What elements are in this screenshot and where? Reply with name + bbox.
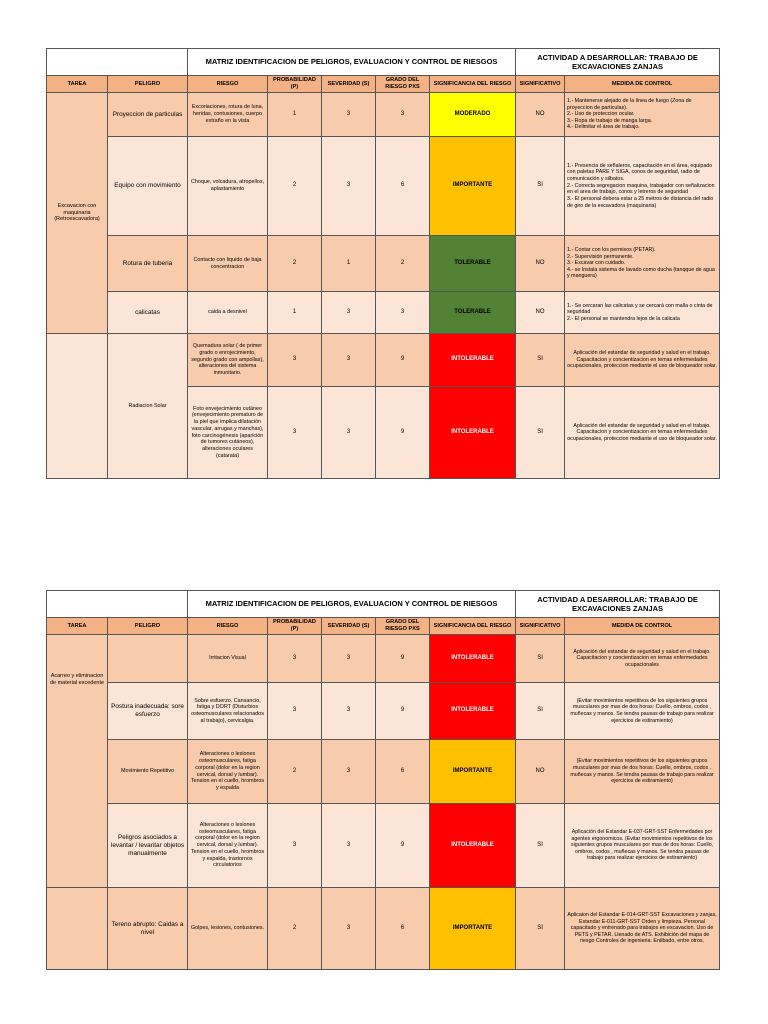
probability-cell: 1 (268, 93, 322, 137)
significance-cell: INTOLERABLE (430, 387, 516, 479)
grade-cell: 9 (376, 635, 430, 683)
hazard-cell: Postura inadecuada: sore esfuerzo (108, 683, 188, 740)
risk-cell: Golpes, lesiones, contusiones. (188, 888, 268, 970)
table-row (47, 888, 720, 970)
hazard-cell: Tereno abrupto: Caidas a nivel (108, 888, 188, 970)
risk-matrix-table-1 (46, 48, 720, 479)
header-probabilidad: PROBABILIDAD (P) (268, 76, 322, 93)
title-blank-cell (47, 591, 188, 618)
title-row (47, 49, 720, 76)
risk-cell: caida a desnivel (188, 292, 268, 334)
grade-cell: 3 (376, 93, 430, 137)
severity-cell: 3 (322, 804, 376, 888)
risk-matrix-table-2 (46, 590, 720, 970)
header-significancia: SIGNIFICANCIA DEL RIESGO (430, 618, 516, 635)
activity-title: ACTIVIDAD A DESARROLLAR: TRABAJO DE EXCAVACIONES ZANJAS (516, 591, 720, 618)
control-measure-cell: 1.- Presencia de señaleros, capacitación en el área, equipado con paletas PARE Y SIGA, conos de seguridad, radio de comunicación y silbatos. 2.- Correcta segregacion maquina, trabajador con señalizacion en el area de trabajo, conos y letreros de seguridad 3.- El personal debera estar a 25 metros de distancia del radio de giro de la excavadora (maquinaria) (565, 137, 720, 236)
table-row (47, 93, 720, 137)
significance-cell: IMPORTANTE (430, 137, 516, 236)
risk-cell: Irritacion Visual (188, 635, 268, 683)
severity-cell: 3 (322, 334, 376, 387)
significance-cell: IMPORTANTE (430, 888, 516, 970)
matrix-page-2 (46, 590, 719, 970)
significant-cell: NO (516, 93, 565, 137)
header-grado: GRADO DEL RIESGO PXS (376, 618, 430, 635)
header-significancia: SIGNIFICANCIA DEL RIESGO (430, 76, 516, 93)
grade-cell: 9 (376, 804, 430, 888)
control-measure-cell: Aplicación del Estandar E-037-GRT-SST Enfermedades por agentes ergonomicos. (Evitar movimientos repetitivos de los siguientes grupos musculares por mas de dos horas: Cuello, ombros, codos , muñecas y manos. Se tendra pausas de trabajo para realizar ejercicios de estiramiento) (565, 804, 720, 888)
significant-cell: SI (516, 888, 565, 970)
hazard-cell: calicatas (108, 292, 188, 334)
header-severidad: SEVERIDAD (S) (322, 76, 376, 93)
probability-cell: 1 (268, 292, 322, 334)
table-row (47, 137, 720, 236)
significance-cell: IMPORTANTE (430, 740, 516, 804)
hazard-cell: Proyeccion de particulas (108, 93, 188, 137)
header-peligro: PELIGRO (108, 76, 188, 93)
header-significativo: SIGNIFICATIVO (516, 618, 565, 635)
risk-cell: Quemadura solar ( de primer grado o enrojecimiento, segundo grado con ampollas), alteraciones del sistema inmunitario. (188, 334, 268, 387)
significance-cell: TOLERABLE (430, 292, 516, 334)
severity-cell: 3 (322, 292, 376, 334)
task-cell (47, 888, 108, 970)
header-riesgo: RIESGO (188, 618, 268, 635)
probability-cell: 2 (268, 137, 322, 236)
title-row (47, 591, 720, 618)
probability-cell: 3 (268, 387, 322, 479)
severity-cell: 3 (322, 137, 376, 236)
probability-cell: 2 (268, 888, 322, 970)
significant-cell: NO (516, 236, 565, 292)
significant-cell: SI (516, 387, 565, 479)
grade-cell: 3 (376, 292, 430, 334)
severity-cell: 3 (322, 387, 376, 479)
title-blank-cell (47, 49, 188, 76)
probability-cell: 3 (268, 334, 322, 387)
task-cell (47, 334, 108, 479)
significance-cell: INTOLERABLE (430, 334, 516, 387)
grade-cell: 6 (376, 888, 430, 970)
table-row (47, 635, 720, 683)
grade-cell: 9 (376, 334, 430, 387)
hazard-cell: Equipo con movimiento (108, 137, 188, 236)
risk-cell: Choque, volcadura, atropellos, aplastamiento (188, 137, 268, 236)
probability-cell: 2 (268, 740, 322, 804)
control-measure-cell: (Evitar movimientos repetitivos de los siguientes grupos musculares por mas de dos horas: Cuello, ombros, codos , muñecas y manos. Se tendra pausas de trabajo para realizar ejercicios de estiramiento) (565, 683, 720, 740)
header-row (47, 618, 720, 635)
probability-cell: 3 (268, 804, 322, 888)
hazard-cell: Rotura de tuberia (108, 236, 188, 292)
table-row (47, 804, 720, 888)
risk-cell: Foto envejecimiento cutáneo (envejecimiento prematuro de la piel que implica dilatación vascular, arrugas y manchas), foto carcinogénesis (aparición de tumores cutáneos), alteraciones oculares (catarata) (188, 387, 268, 479)
table-row (47, 334, 720, 387)
header-grado: GRADO DEL RIESGO PXS (376, 76, 430, 93)
severity-cell: 3 (322, 635, 376, 683)
header-probabilidad: PROBABILIDAD (P) (268, 618, 322, 635)
control-measure-cell: Aplicación del estandar de seguridad y salud en el trabajo. Capacitacion y concientizacion en temas enfermedades ocupacionales (565, 635, 720, 683)
matrix-page-1 (46, 48, 719, 479)
grade-cell: 6 (376, 740, 430, 804)
task-cell: Excavacion con maquinaria (Retroescavadora) (47, 93, 108, 334)
probability-cell: 2 (268, 236, 322, 292)
severity-cell: 3 (322, 888, 376, 970)
significant-cell: SI (516, 635, 565, 683)
significance-cell: MODERADO (430, 93, 516, 137)
risk-cell: Sobre esfuerzo. Cansancio, fatiga y DORT (Disturbios osteomusculares relacionados al trabajo), cervicalgia. (188, 683, 268, 740)
risk-cell: Alteraciones o lesiones osteomusculares, fatiga corporal (dolor en la region cervical, dorsal y lumbar). Tension en el cuello, hrombros y espalda (188, 740, 268, 804)
hazard-cell: Radiacion Solar (108, 334, 188, 479)
hazard-cell: Peligros asociados a levantar / levantar objetos manualmente (108, 804, 188, 888)
risk-cell: Alteraciones o lesiones osteomusculares, fatiga corporal (dolor en la region cervical, dorsal y lumbar). Tension en el cuello, hrombros y espalda, trastornos circulatorios (188, 804, 268, 888)
significance-cell: INTOLERABLE (430, 683, 516, 740)
control-measure-cell: 1.- Contar con los permisos (PETAR). 2.- Supervisión permanente. 3.- Excavar con cuidado. 4.- se Instala sistema de lavado como ducha (tanqque de agua y manguera) (565, 236, 720, 292)
severity-cell: 3 (322, 93, 376, 137)
significance-cell: TOLERABLE (430, 236, 516, 292)
grade-cell: 9 (376, 683, 430, 740)
header-tarea: TAREA (47, 76, 108, 93)
control-measure-cell: (Evitar movimientos repetitivos de los siguientes grupos musculares por mas de dos horas: Cuello, ombros, codos , muñecas y manos. Se tendra pausas de trabajo para realizar ejercicios de estiramiento) (565, 740, 720, 804)
matrix-title: MATRIZ IDENTIFICACION DE PELIGROS, EVALUACION Y CONTROL DE RIESGOS (188, 49, 516, 76)
significance-cell: INTOLERABLE (430, 635, 516, 683)
control-measure-cell: Aplicación del estandar de seguridad y salud en el trabajo. Capacitacion y concientizacion en temas enfermedades ocupacionales, proteccion mediante el uso de bloqueador solar. (565, 334, 720, 387)
grade-cell: 6 (376, 137, 430, 236)
table-row (47, 236, 720, 292)
risk-cell: Contacto con liquido de baja concentracion (188, 236, 268, 292)
header-severidad: SEVERIDAD (S) (322, 618, 376, 635)
risk-cell: Excoriaciones, rotura de luna, heridas, contusiones, cuerpo extraño en la vista (188, 93, 268, 137)
activity-title: ACTIVIDAD A DESARROLLAR: TRABAJO DE EXCAVACIONES ZANJAS (516, 49, 720, 76)
significance-cell: INTOLERABLE (430, 804, 516, 888)
control-measure-cell: 1.- Se cercaran las calicatas y se cercará con malla o cinta de seguridad 2.- El personal se mantendra lejos de la calicata (565, 292, 720, 334)
hazard-cell (108, 635, 188, 683)
control-measure-cell: 1.- Mantenerse alejado de la linea de fuego (Zona de proyeccion de particulas). 2.- Uso de proteccion ocular. 3.- Ropa de trabajo de manga larga. 4.- Delimitar el área de trabajo. (565, 93, 720, 137)
probability-cell: 3 (268, 683, 322, 740)
hazard-cell: Movimiento Repetitivo (108, 740, 188, 804)
header-medida: MEDIDA DE CONTROL (565, 618, 720, 635)
header-peligro: PELIGRO (108, 618, 188, 635)
probability-cell: 3 (268, 635, 322, 683)
table-row (47, 292, 720, 334)
control-measure-cell: Aplicación del estandar de seguridad y salud en el trabajo. Capacitacion y concientizacion en temas enfermedades ocupacionales, proteccion mediante el uso de bloqueador solar. (565, 387, 720, 479)
table-row (47, 740, 720, 804)
significant-cell: NO (516, 740, 565, 804)
control-measure-cell: Aplicaion del Estandar E-014-GRT-SST Excavaciones y zanjas, Estandar E-011-GRT-SST Orden y limpieza. Personal capacitado y entrenado para trabajos en excavacion. Uso de PETS y PETAR. Llenado de ATS. Exhibición del mapa de riesgo Controles de ingenieria: Entibado, entre otros. (565, 888, 720, 970)
significant-cell: SI (516, 683, 565, 740)
header-riesgo: RIESGO (188, 76, 268, 93)
severity-cell: 1 (322, 236, 376, 292)
matrix-title: MATRIZ IDENTIFICACION DE PELIGROS, EVALUACION Y CONTROL DE RIESGOS (188, 591, 516, 618)
task-cell: Acarreo y eliminacion de material excedente (47, 635, 108, 888)
header-significativo: SIGNIFICATIVO (516, 76, 565, 93)
header-medida: MEDIDA DE CONTROL (565, 76, 720, 93)
grade-cell: 9 (376, 387, 430, 479)
severity-cell: 3 (322, 683, 376, 740)
significant-cell: SI (516, 804, 565, 888)
significant-cell: SI (516, 137, 565, 236)
header-tarea: TAREA (47, 618, 108, 635)
significant-cell: SI (516, 334, 565, 387)
significant-cell: NO (516, 292, 565, 334)
table-row (47, 683, 720, 740)
header-row (47, 76, 720, 93)
severity-cell: 3 (322, 740, 376, 804)
grade-cell: 2 (376, 236, 430, 292)
